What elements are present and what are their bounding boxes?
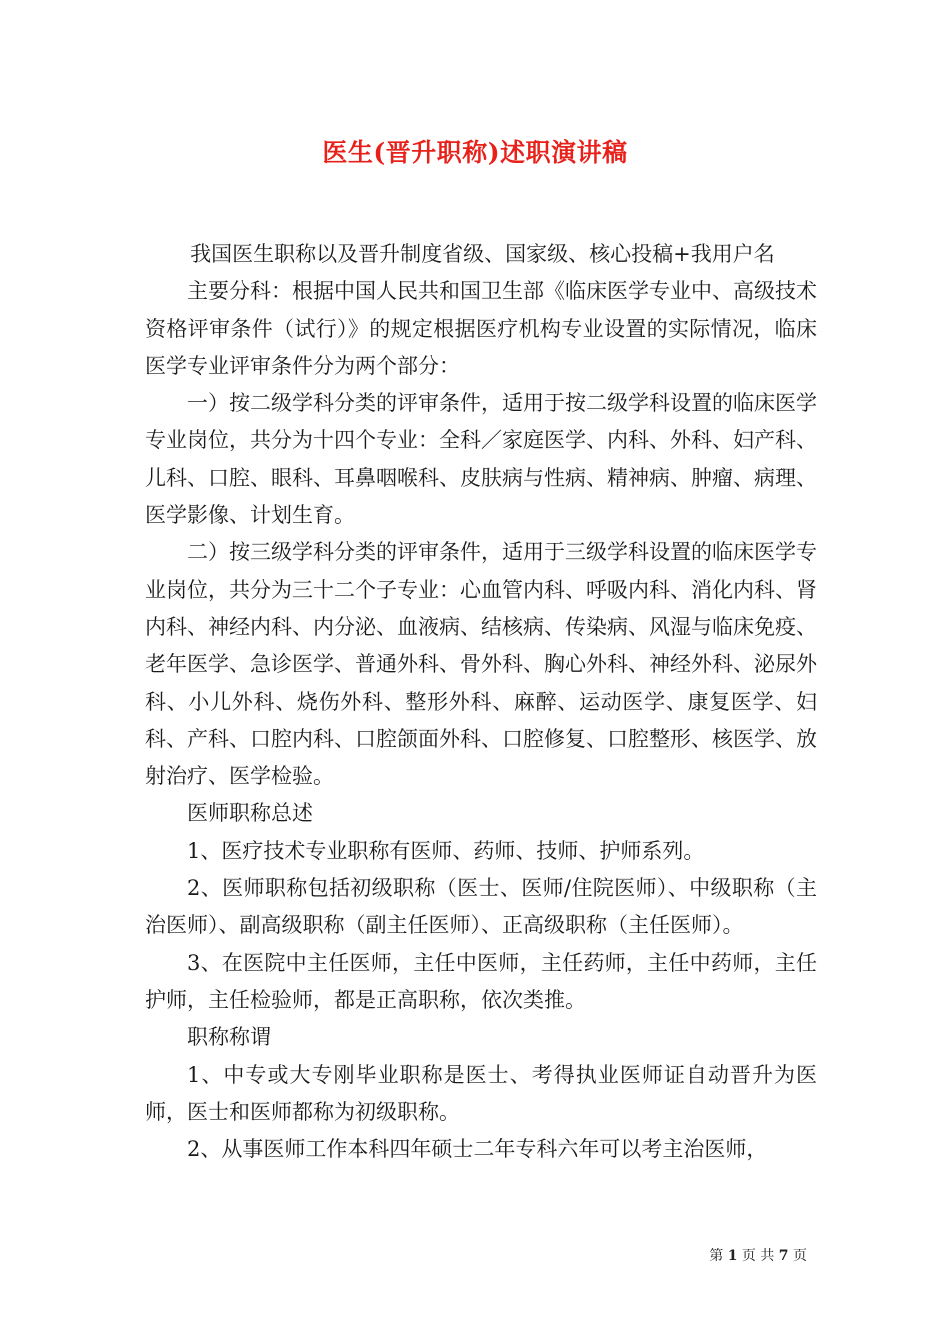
- paragraph-titles-2: 2、从事医师工作本科四年硕士二年专科六年可以考主治医师，: [187, 1137, 768, 1162]
- section-heading-overview: 医师职称总述: [187, 801, 313, 826]
- document-title: 医生(晋升职称)述职演讲稿: [322, 138, 628, 167]
- paragraph-intro: 我国医生职称以及晋升制度省级、国家级、核心投稿+我用户名: [190, 242, 775, 266]
- paragraph-third-level: 二）按三级学科分类的评审条件，适用于三级学科设置的临床医学专业岗位，共分为三十二个子专业：心血管内科、呼吸内科、消化内科、肾内科、神经内科、内分泌、血液病、结核病、传染病、风湿与临床免疫、老年医学、急诊医学、普通外科、骨外科、胸心外科、神经外科、泌尿外科、小儿外科、烧伤外科、整形外科、麻醉、运动医学、康复医学、妇科、产科、口腔内科、口腔颌面外科、口腔修复、口腔整形、核医学、放射治疗、医学检验。: [145, 540, 817, 789]
- paragraph-overview-3: 3、在医院中主任医师，主任中医师，主任药师，主任中药师，主任护师，主任检验师，都是正高职称，依次类推。: [145, 950, 817, 1012]
- paragraph-second-level: 一）按二级学科分类的评审条件，适用于按二级学科设置的临床医学专业岗位，共分为十四个专业：全科／家庭医学、内科、外科、妇产科、儿科、口腔、眼科、耳鼻咽喉科、皮肤病与性病、精神病、肿瘤、病理、医学影像、计划生育。: [145, 391, 817, 528]
- footer-prefix: 第: [709, 1248, 724, 1264]
- page-number-footer: [709, 1245, 807, 1265]
- paragraph-overview-1: 1、医疗技术专业职称有医师、药师、技师、护师系列。: [187, 838, 705, 863]
- footer-total-pages: 7: [778, 1248, 789, 1264]
- footer-middle: 页 共: [741, 1248, 775, 1264]
- section-heading-titles: 职称称谓: [187, 1025, 271, 1050]
- document-body: [145, 236, 817, 1168]
- footer-suffix: 页: [793, 1248, 807, 1264]
- paragraph-titles-1: 1、中专或大专刚毕业职称是医士、考得执业医师证自动晋升为医师，医士和医师都称为初级职称。: [145, 1062, 817, 1124]
- paragraph-main-divisions: 主要分科：根据中国人民共和国卫生部《临床医学专业中、高级技术资格评审条件（试行）》的规定根据医疗机构专业设置的实际情况，临床医学专业评审条件分为两个部分：: [145, 279, 817, 378]
- footer-current-page: 1: [727, 1248, 738, 1264]
- paragraph-overview-2: 2、医师职称包括初级职称（医士、医师/住院医师）、中级职称（主治医师）、副高级职称（副主任医师）、正高级职称（主任医师）。: [145, 876, 817, 938]
